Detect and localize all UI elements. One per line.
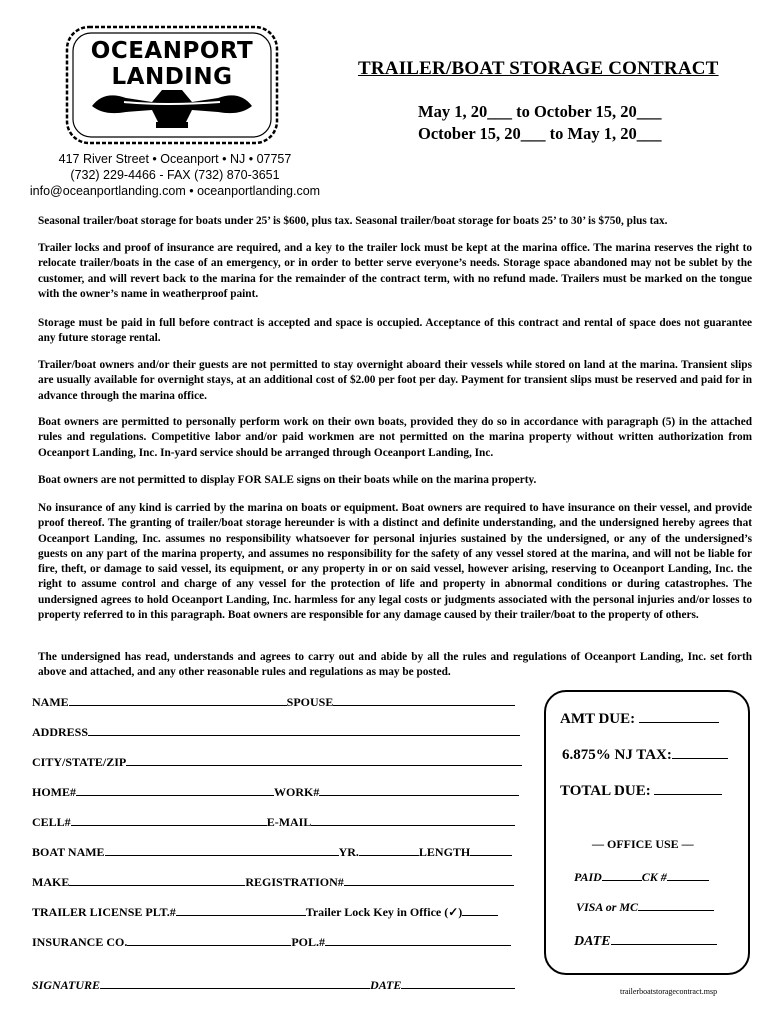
card-label: VISA or MC	[576, 900, 639, 914]
address-street: 417 River Street • Oceanport • NJ • 07757	[58, 152, 292, 166]
address-web: info@oceanportlanding.com • oceanportlanding.com	[29, 184, 321, 198]
tax-field[interactable]	[672, 744, 728, 759]
registration-field[interactable]	[344, 873, 514, 886]
address-field[interactable]	[88, 723, 520, 736]
cleat-icon	[92, 90, 252, 128]
clause-locks: Trailer locks and proof of insurance are required, and a key to the trailer lock must be kept at the marina office. The marina reserves the right to relocate trailer/boats in the case of an emergency, or in order to better serve everyone’s needs. Storage space abandoned may not be sublet by the customer, and will revert back to the marina for the remainder of the contract term, with no refund made. Trailers must be marked on the tongue with the owner’s name in weatherproof paint.	[38, 242, 752, 300]
trailer-plate-field[interactable]	[176, 903, 306, 916]
name-field[interactable]	[69, 693, 287, 706]
clause-payment: Storage must be paid in full before contract is accepted and space is occupied. Acceptance of this contract and rental of space does not guarantee any future storage rental.	[38, 317, 752, 345]
clause-work: Boat owners are permitted to personally perform work on their own boats, provided they do so in accordance with paragraph (5) in the attached rules and regulations. Competitive labor and/or paid workmen are not permitted on the marina property without written authorization from Oceanport Landing, Inc. In-yard service should be arranged through Oceanport Landing, Inc.	[38, 416, 752, 459]
make-field[interactable]	[69, 873, 245, 886]
email-label: E-MAIL	[266, 815, 312, 829]
signature-date-label: DATE	[370, 978, 402, 992]
amt-due-label: AMT DUE:	[560, 711, 636, 727]
paid-field[interactable]	[602, 868, 642, 881]
work-phone-label: WORK#	[274, 785, 320, 799]
amt-due-field[interactable]	[639, 708, 719, 723]
signature-label: SIGNATURE	[32, 978, 101, 992]
boat-name-field[interactable]	[105, 843, 339, 856]
spouse-label: SPOUSE	[286, 695, 334, 709]
insurance-field[interactable]	[127, 933, 291, 946]
spouse-field[interactable]	[333, 693, 515, 706]
length-field[interactable]	[470, 843, 512, 856]
logo	[64, 24, 280, 146]
cell-row	[32, 813, 515, 830]
office-date-label: DATE	[574, 934, 611, 949]
clause-for-sale: Boat owners are not permitted to display FOR SALE signs on their boats while on the marina property.	[38, 474, 537, 486]
trailer-row	[32, 903, 498, 920]
signature-date-field[interactable]	[401, 976, 515, 989]
address-phone: (732) 229-4466 - FAX (732) 870-3651	[70, 168, 280, 182]
office-date-field[interactable]	[611, 930, 717, 945]
office-use-box	[544, 690, 750, 975]
home-phone-field[interactable]	[76, 783, 274, 796]
clause-overnight: Trailer/boat owners and/or their guests are not permitted to stay overnight aboard their vessels while stored on land at the marina. Transient slips are usually available for overnight stays, at an additional cost of $2.00 per foot per day. Payment for transient slips must be reserved and paid for in advance through the marina office.	[38, 359, 752, 402]
trailer-plate-label: TRAILER LICENSE PLT.#	[32, 905, 176, 919]
card-field[interactable]	[638, 898, 714, 911]
document-title: TRAILER/BOAT STORAGE CONTRACT	[358, 58, 719, 79]
logo-text-line2: LANDING	[111, 64, 233, 90]
lock-key-label: Trailer Lock Key in Office (✓)	[305, 905, 463, 919]
storage-period-1: May 1, 20___ to October 15, 20___	[418, 102, 662, 121]
address-row	[32, 723, 520, 740]
cell-label: CELL#	[32, 815, 71, 829]
clause-insurance: No insurance of any kind is carried by the marina on boats or equipment. Boat owners are required to have insurance on their vessel, and provide proof thereof. The granting of trailer/boat storage hereunder is with a distinct and definite understanding, and the undersigned hereby agrees that Oceanport Landing, Inc. assumes no responsibility whatsoever for personal injuries sustained by the undersigned, or any of the undersigned’s guests on any part of the marina property, and assumes no responsibility for the safety of any vessel stored at the marina, and will not be liable for fire, theft, or damage to said vessel, its equipment, or any property in or on said vessel, however arising, reserving to Oceanport Landing, Inc. the right to assume control and charge of any vessel for the protection of life and property in abnormal conditions or during catastrophes. The undersigned agrees to hold Oceanport Landing, Inc. harmless for any legal costs or judgments associated with the personal injuries and/or losses to property referred to in this paragraph. Boat owners are responsible for any damage caused by their trailer/boat to the property of others.	[38, 502, 752, 622]
make-row	[32, 873, 514, 890]
total-due-row	[560, 780, 722, 800]
address-label: ADDRESS	[32, 725, 89, 739]
paid-row	[574, 868, 709, 885]
email-field[interactable]	[311, 813, 515, 826]
amt-due-row	[560, 708, 719, 728]
boat-name-label: BOAT NAME	[32, 845, 105, 859]
signature-field[interactable]	[100, 976, 370, 989]
check-field[interactable]	[667, 868, 709, 881]
check-label: CK #	[641, 870, 667, 884]
office-use-heading: — OFFICE USE —	[592, 837, 694, 851]
year-label: YR.	[338, 845, 359, 859]
work-phone-field[interactable]	[319, 783, 519, 796]
total-due-label: TOTAL DUE:	[560, 783, 651, 799]
clause-pricing: Seasonal trailer/boat storage for boats under 25’ is $600, plus tax. Seasonal trailer/boat storage for boats 25’ to 30’ is $750, plus tax.	[38, 215, 668, 227]
tax-row	[562, 744, 728, 764]
office-date-row	[574, 930, 717, 950]
insurance-row	[32, 933, 511, 950]
make-label: MAKE	[32, 875, 70, 889]
name-row	[32, 693, 515, 710]
policy-field[interactable]	[325, 933, 511, 946]
tax-label: 6.875% NJ TAX:	[562, 747, 672, 763]
lock-key-field[interactable]	[462, 903, 498, 916]
paid-label: PAID	[574, 870, 602, 884]
year-field[interactable]	[359, 843, 419, 856]
clause-agreement: The undersigned has read, understands and agrees to carry out and abide by all the rules and regulations of Oceanport Landing, Inc. set forth above and attached, and any other reasonable rules and regulations as may be posted.	[38, 651, 752, 679]
insurance-label: INSURANCE CO.	[32, 935, 128, 949]
total-due-field[interactable]	[654, 780, 722, 795]
phone-row	[32, 783, 519, 800]
registration-label: REGISTRATION#	[245, 875, 344, 889]
signature-row	[32, 976, 515, 993]
storage-period-2: October 15, 20___ to May 1, 20___	[418, 124, 662, 143]
boat-row	[32, 843, 512, 860]
policy-label: POL.#	[291, 935, 326, 949]
logo-text-line1: OCEANPORT	[90, 38, 254, 64]
city-field[interactable]	[126, 753, 522, 766]
cell-field[interactable]	[71, 813, 267, 826]
length-label: LENGTH	[418, 845, 471, 859]
city-label: CITY/STATE/ZIP	[32, 755, 127, 769]
home-phone-label: HOME#	[32, 785, 76, 799]
file-name: trailerboatstoragecontract.msp	[620, 987, 718, 996]
card-row	[576, 898, 714, 915]
name-label: NAME	[32, 695, 69, 709]
city-row	[32, 753, 522, 770]
